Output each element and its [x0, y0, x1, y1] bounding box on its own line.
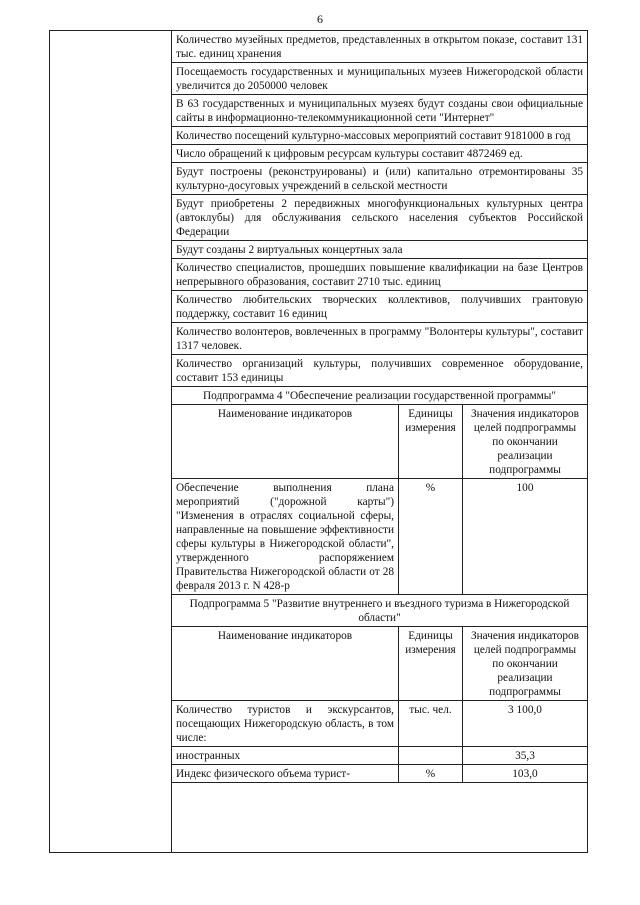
indicator-value: 103,0 [463, 765, 588, 783]
indicators-column [172, 31, 587, 783]
table-row [172, 479, 587, 595]
indicator-name: иностранных [172, 747, 399, 765]
header-units: Единицы измерения [399, 627, 463, 701]
indicator-item: Будут построены (реконструированы) и (или) капитально отремонтированы 35 культурно-досуговых учреждений в сельской местности [172, 163, 587, 195]
page-number: 6 [317, 12, 323, 26]
indicator-item: Будут созданы 2 виртуальных концертных зала [172, 241, 587, 259]
indicator-value: 35,3 [463, 747, 588, 765]
indicator-name: Обеспечение выполнения плана мероприятий ("дорожной карты") "Изменения в отраслях социальной сферы, направленные на повышение эффективности сферы культуры в Нижегородской области", утвержденного распоряжением Правительства Нижегородской области от 28 февраля 2013 г. N 428-р [172, 479, 399, 595]
table-row [172, 765, 587, 783]
indicator-name: Количество туристов и экскурсантов, посещающих Нижегородскую область, в том числе: [172, 701, 399, 747]
subprogram-4-title: Подпрограмма 4 "Обеспечение реализации государственной программы" [172, 387, 587, 405]
indicator-item: Количество посещений культурно-массовых мероприятий составит 9181000 в год [172, 127, 587, 145]
indicator-value: 3 100,0 [463, 701, 588, 747]
indicator-item: Количество музейных предметов, представленных в открытом показе, составит 131 тыс. единиц хранения [172, 31, 587, 63]
header-target-values: Значения индикаторов целей подпрограммы по окончании реализации подпрограммы [463, 627, 588, 701]
table-row [172, 747, 587, 765]
header-units: Единицы измерения [399, 405, 463, 479]
header-indicator-name: Наименование индикаторов [172, 627, 399, 701]
table-row [172, 701, 587, 747]
indicator-item: Будут приобретены 2 передвижных многофункциональных культурных центра (автоклубы) для обслуживания сельского населения субъектов Российской Федерации [172, 195, 587, 241]
subprogram-5-title: Подпрограмма 5 "Развитие внутреннего и въездного туризма в Нижегородской области" [172, 595, 587, 627]
indicator-value: 100 [463, 479, 588, 595]
subprogram-5-table [172, 627, 587, 783]
table-header-row [172, 627, 587, 701]
indicator-item: Количество специалистов, прошедших повышение квалификации на базе Центров непрерывного образования, составит 2710 тыс. единиц [172, 259, 587, 291]
indicator-item: Число обращений к цифровым ресурсам культуры составит 4872469 ед. [172, 145, 587, 163]
indicator-item: В 63 государственных и муниципальных музеях будут созданы свои официальные сайты в информационно-телекоммуникационной сети "Интернет" [172, 95, 587, 127]
indicator-item: Количество волонтеров, вовлеченных в программу "Волонтеры культуры", составит 1317 человек. [172, 323, 587, 355]
indicator-item: Количество организаций культуры, получивших современное оборудование, составит 153 единицы [172, 355, 587, 387]
indicator-unit: % [399, 479, 463, 595]
left-column [50, 31, 172, 852]
program-table [49, 30, 588, 853]
indicator-unit: тыс. чел. [399, 701, 463, 747]
indicator-name: Индекс физического объема турист- [172, 765, 399, 783]
indicator-unit: % [399, 765, 463, 783]
indicator-unit [399, 747, 463, 765]
header-target-values: Значения индикаторов целей подпрограммы по окончании реализации подпрограммы [463, 405, 588, 479]
indicator-item: Количество любительских творческих коллективов, получивших грантовую поддержку, составит 16 единиц [172, 291, 587, 323]
table-header-row [172, 405, 587, 479]
indicator-item: Посещаемость государственных и муниципальных музеев Нижегородской области увеличится до 2050000 человек [172, 63, 587, 95]
header-indicator-name: Наименование индикаторов [172, 405, 399, 479]
subprogram-4-table [172, 405, 587, 595]
